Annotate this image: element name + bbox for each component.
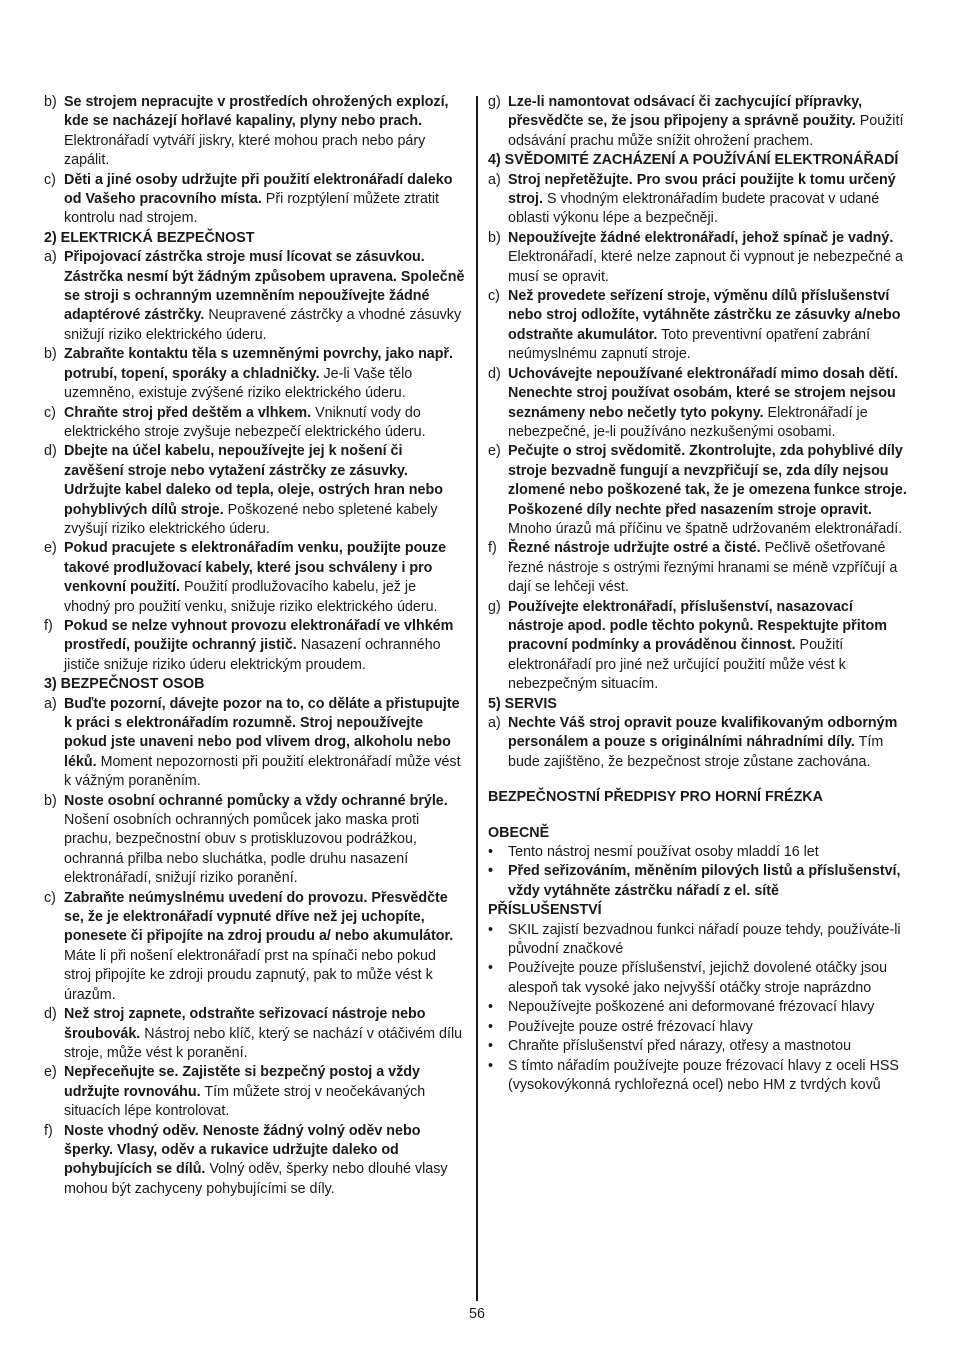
rule-explanation: Máte li při nošení elektronářadí prst na spínači nebo pokud stroj připojíte ke zdroji proudu zapnutý, pak to může vést k úrazům. [64, 947, 436, 1003]
bullet-item [488, 921, 912, 960]
rule-explanation: Toto preventivní opatření zabrání neúmyslnému zapnutí stroje. [508, 326, 871, 363]
bullet-text: SKIL zajistí bezvadnou funkci nářadí pouze tehdy, používáte-li původní značkové [508, 921, 901, 958]
rule-explanation: Nasazení ochranného jističe snižuje riziko úderu elektrickým proudem. [64, 637, 441, 673]
rule-label: c) [44, 171, 56, 188]
bullet-dot: • [488, 1057, 494, 1074]
rule-item [44, 442, 466, 539]
rule-explanation: Elektronářadí je nebezpečné, je-li používáno nezkušenými osobami. [508, 404, 868, 440]
bullet-item [488, 959, 912, 998]
rule-label: b) [44, 346, 57, 363]
rule-explanation: Použití elektronářadí pro jiné než určující použití může vést k nebezpečným situacím. [508, 637, 846, 693]
rule-item [44, 889, 466, 1005]
rule-body [508, 442, 912, 539]
column-divider [476, 96, 478, 1301]
rule-item [488, 539, 912, 597]
rule-emphasis: Nepřeceňujte se. Zajistěte si bezpečný postoj a vždy udržujte rovnováhu. [64, 1064, 420, 1100]
bullet-item [488, 1018, 912, 1037]
rule-body [64, 171, 466, 229]
rule-explanation: Použití odsávání prachu může snížit ohrožení prachem. [508, 113, 904, 149]
rule-body [64, 1063, 466, 1121]
rule-item [44, 171, 466, 229]
rule-explanation: Pečlivě ošetřované řezné nástroje s ostrými řeznými hranami se méně vzpříčují a dají se lehčeji vést. [508, 540, 898, 596]
rule-explanation: Moment nepozornosti při použití elektronářadí může vést k vážným poraněním. [64, 753, 461, 790]
rule-explanation: S vhodným elektronářadím budete pracovat v udané oblasti výkonu lépe a bezpečněji. [508, 191, 880, 227]
rule-label: g) [488, 94, 501, 110]
rule-emphasis: Nepoužívejte žádné elektronářadí, jehož spínač je vadný. [508, 229, 894, 246]
bullet-item [488, 1037, 912, 1056]
rule-item [44, 1122, 466, 1200]
bullet-dot: • [488, 1018, 494, 1035]
bullet-text: S tímto nářadím používejte pouze frézovací hlavy z oceli HSS (vysokovýkonná rychlořezná ocel) nebo HM z tvrdých kovů [508, 1057, 899, 1093]
rule-body [64, 539, 466, 617]
bullet-item [488, 843, 912, 862]
rule-emphasis: Noste osobní ochranné pomůcky a vždy ochranné brýle. [64, 792, 448, 809]
rule-emphasis: Nechte Váš stroj opravit pouze kvalifikovaným odborným personálem a pouze s originálními náhradními díly. [508, 715, 898, 751]
general-bullet-list [488, 843, 912, 901]
right-column-items [488, 93, 912, 772]
rule-item [488, 598, 912, 695]
rule-label: a) [488, 171, 501, 188]
rule-label: f) [488, 540, 497, 557]
bullet-dot: • [488, 863, 494, 880]
rule-label: g) [488, 598, 501, 615]
bullet-text: Používejte pouze příslušenství, jejichž dovolené otáčky jsou alespoň tak vysoké jako nejvyšší otáčky stroje naprázdno [508, 960, 888, 996]
rule-item [44, 404, 466, 443]
rule-body [508, 598, 912, 695]
section-title: BEZPEČNOSTNÍ PŘEDPISY PRO HORNÍ FRÉZKA [488, 789, 823, 806]
rule-emphasis: Chraňte stroj před deštěm a vlhkem. [64, 404, 312, 421]
rule-explanation: Neupravené zástrčky a vhodné zásuvky snižují riziko elektrického úderu. [64, 307, 462, 343]
bullet-dot: • [488, 921, 494, 938]
rule-explanation: Vniknutí vody do elektrického stroje zvyšuje nebezpečí elektrického úderu. [64, 404, 426, 440]
rule-item [44, 345, 466, 403]
rule-emphasis: Řezné nástroje udržujte ostré a čisté. [508, 540, 761, 557]
rule-label: c) [44, 889, 56, 906]
rule-item [488, 714, 912, 772]
bullet-item [488, 1057, 912, 1096]
rule-explanation: Použití prodlužovacího kabelu, jež je vhodný pro použití venku, snižuje riziko elektrického úderu. [64, 579, 438, 615]
rule-label: c) [44, 404, 56, 421]
rule-explanation: Tím bude zajištěno, že bezpečnost stroje zůstane zachována. [508, 734, 884, 770]
rule-emphasis: Stroj nepřetěžujte. Pro svou práci použijte k tomu určený stroj. [508, 171, 896, 208]
rule-emphasis: Se strojem nepracujte v prostředích ohrožených explozí, kde se nacházejí hořlavé kapaliny, plyny nebo prach. [64, 94, 449, 130]
accessories-heading: PŘÍSLUŠENSTVÍ [488, 902, 602, 919]
rule-label: b) [44, 94, 57, 110]
bullet-text: Tento nástroj nesmí používat osoby mladdí 16 let [508, 844, 819, 861]
rule-label: c) [488, 288, 500, 305]
rule-body [64, 1005, 466, 1063]
bullet-text: Před seřizováním, měněním pilových listů a příslušenství, vždy vytáhněte zástrčku nářadí z el. sítě [508, 863, 901, 899]
rule-label: f) [44, 1122, 53, 1139]
rule-label: e) [488, 443, 501, 460]
rule-label: e) [44, 1064, 57, 1081]
rule-body [64, 792, 466, 889]
rule-label: e) [44, 540, 57, 557]
rule-emphasis: Pokud se nelze vyhnout provozu elektronářadí ve vlhkém prostředí, použijte ochranný jistič. [64, 617, 454, 654]
rule-emphasis: Než stroj zapnete, odstraňte seřizovací nástroje nebo šroubovák. [64, 1006, 426, 1042]
rule-label: a) [488, 715, 501, 731]
general-heading: OBECNĚ [488, 824, 550, 841]
rule-body [508, 171, 912, 229]
rule-item [44, 1005, 466, 1063]
rule-label: d) [44, 1006, 57, 1023]
rule-label: d) [44, 443, 57, 460]
rule-emphasis: Používejte elektronářadí, příslušenství, nasazovací nástroje apod. podle těchto pokynů. Respektujte přitom pracovní podmínky a prováděnou činnost. [508, 598, 887, 654]
rule-item [44, 539, 466, 617]
rule-emphasis: Uchovávejte nepoužívané elektronářadí mimo dosah dětí. Nenechte stroj používat osobám, které se strojem nejsou seznámeny nebo nečetly tyto pokyny. [508, 365, 899, 421]
rule-explanation: Volný oděv, šperky nebo dlouhé vlasy mohou být zachyceny pohybujícími se díly. [64, 1161, 448, 1197]
rule-explanation: Elektronářadí vytváří jiskry, které mohou prach nebo páry zapálit. [64, 132, 426, 169]
subsection-heading: 5) SERVIS [488, 695, 557, 712]
left-column [44, 93, 466, 1199]
rule-body [64, 617, 466, 675]
rule-explanation: Je-li Vaše tělo uzemněno, existuje zvýšené riziko elektrického úderu. [64, 365, 413, 402]
rule-body [64, 345, 466, 403]
rule-label: b) [44, 792, 57, 809]
right-column [488, 93, 912, 1095]
bullet-dot: • [488, 960, 494, 977]
rule-explanation: Při rozptýlení můžete ztratit kontrolu nad strojem. [64, 191, 440, 227]
rule-label: a) [44, 249, 57, 266]
bullet-text: Používejte pouze ostré frézovací hlavy [508, 1018, 753, 1035]
rule-emphasis: Zabraňte kontaktu těla s uzemněnými povrchy, jako např. potrubí, topení, sporáky a chladničky. [64, 346, 454, 382]
bullet-dot: • [488, 999, 494, 1016]
rule-emphasis: Buďte pozorní, dávejte pozor na to, co děláte a přistupujte k práci s elektronářadím rozumně. Stroj nepoužívejte pokud jste unaveni nebo pod vlivem drog, alkoholu nebo léků. [64, 695, 460, 770]
rule-body [508, 365, 912, 443]
subsection-heading: 3) BEZPEČNOST OSOB [44, 676, 205, 693]
rule-body [64, 889, 466, 1005]
page-number: 56 [469, 1306, 485, 1322]
rule-explanation: Elektronářadí, které nelze zapnout či vypnout je nebezpečné a musí se opravit. [508, 249, 904, 285]
rule-item [44, 617, 466, 675]
rule-emphasis: Noste vhodný oděv. Nenoste žádný volný oděv nebo šperky. Vlasy, oděv a rukavice udržujte daleko od pohybujících se dílů. [64, 1122, 421, 1178]
rule-label: a) [44, 695, 57, 712]
rule-body [64, 404, 466, 443]
rule-body [64, 248, 466, 345]
rule-item [488, 442, 912, 539]
rule-emphasis: Lze-li namontovat odsávací či zachycující přípravky, přesvědčte se, že jsou připojeny a správně použity. [508, 94, 863, 130]
rule-body [64, 695, 466, 792]
accessories-bullet-list [488, 921, 912, 1096]
rule-body [64, 1122, 466, 1200]
rule-body [64, 93, 466, 171]
rule-body [508, 287, 912, 365]
rule-explanation: Tím můžete stroj v neočekávaných situacích lépe kontrolovat. [64, 1083, 426, 1120]
rule-item [44, 93, 466, 171]
rule-emphasis: Zabraňte neúmyslnému uvedení do provozu. Přesvědčte se, že je elektronářadí vypnuté dříve než jej uchopíte, ponesete či připojíte na zdroj proudu a/ nebo akumulátor. [64, 889, 454, 945]
rule-item [488, 93, 912, 151]
rule-item [488, 287, 912, 365]
bullet-text: Chraňte příslušenství před nárazy, otřesy a mastnotou [508, 1038, 852, 1055]
subsection-heading: 2) ELEKTRICKÁ BEZPEČNOST [44, 229, 255, 246]
rule-explanation: Nošení osobních ochranných pomůcek jako maska proti prachu, bezpečnostní obuv s protiskluzovou podrážkou, ochranná přilba nebo sluchátka, podle druhu nasazení elektronářadí, snižují riziko poranění. [64, 812, 420, 887]
rule-emphasis: Pokud pracujete s elektronářadím venku, použijte pouze takové prodlužovací kabely, které jsou schváleny i pro venkovní použití. [64, 540, 447, 596]
rule-item [44, 248, 466, 345]
rule-item [488, 229, 912, 287]
rule-item [44, 695, 466, 792]
rule-body [508, 539, 912, 597]
subsection-heading: 4) SVĚDOMITÉ ZACHÁZENÍ A POUŽÍVÁNÍ ELEKTRONÁŘADÍ [488, 152, 899, 169]
rule-item [44, 792, 466, 889]
rule-body [508, 229, 912, 287]
rule-explanation: Mnoho úrazů má příčinu ve špatně udržovaném elektronářadí. [508, 520, 903, 537]
bullet-item [488, 998, 912, 1017]
bullet-dot: • [488, 844, 494, 861]
rule-label: d) [488, 365, 501, 382]
rule-emphasis: Pečujte o stroj svědomitě. Zkontrolujte, zda pohyblivé díly stroje bezvadně fungují a nevzpřičují se, zda díly nejsou zlomené nebo poškozené tak, že je omezena funkce stroje. Poškozené díly nechte před nasazením stroje opravit. [508, 443, 907, 518]
rule-emphasis: Děti a jiné osoby udržujte při použití elektronářadí daleko od Vašeho pracovního místa. [64, 171, 453, 208]
rule-emphasis: Než provedete seřízení stroje, výměnu dílů příslušenství nebo stroj odložíte, vytáhněte zástrčku ze zásuvky a/nebo odstraňte akumulátor. [508, 288, 901, 343]
rule-explanation: Poškozené nebo spletené kabely zvyšují riziko elektrického úderu. [64, 501, 438, 537]
rule-label: b) [488, 229, 501, 246]
rule-explanation: Nástroj nebo klíč, který se nachází v otáčivém dílu stroje, může vést k poranění. [64, 1025, 463, 1061]
bullet-item [488, 862, 912, 901]
rule-item [44, 1063, 466, 1121]
bullet-dot: • [488, 1038, 494, 1055]
rule-emphasis: Dbejte na účel kabelu, nepoužívejte jej k nošení či zavěšení stroje nebo vytažení zástrčky ze zásuvky. Udržujte kabel daleko od tepla, oleje, ostrých hran nebo pohyblivých dílů stroje. [64, 443, 443, 518]
rule-label: f) [44, 617, 53, 634]
bullet-text: Nepoužívejte poškozené ani deformované frézovací hlavy [508, 999, 875, 1016]
rule-emphasis: Připojovací zástrčka stroje musí lícovat se zásuvkou. Zástrčka nesmí být žádným způsobem upravena. Společně se stroji s ochranným uzemněním nepoužívejte žádné adaptérové zástrčky. [64, 249, 465, 324]
rule-body [508, 714, 912, 772]
rule-body [508, 93, 912, 151]
rule-body [64, 442, 466, 539]
rule-item [488, 365, 912, 443]
rule-item [488, 171, 912, 229]
